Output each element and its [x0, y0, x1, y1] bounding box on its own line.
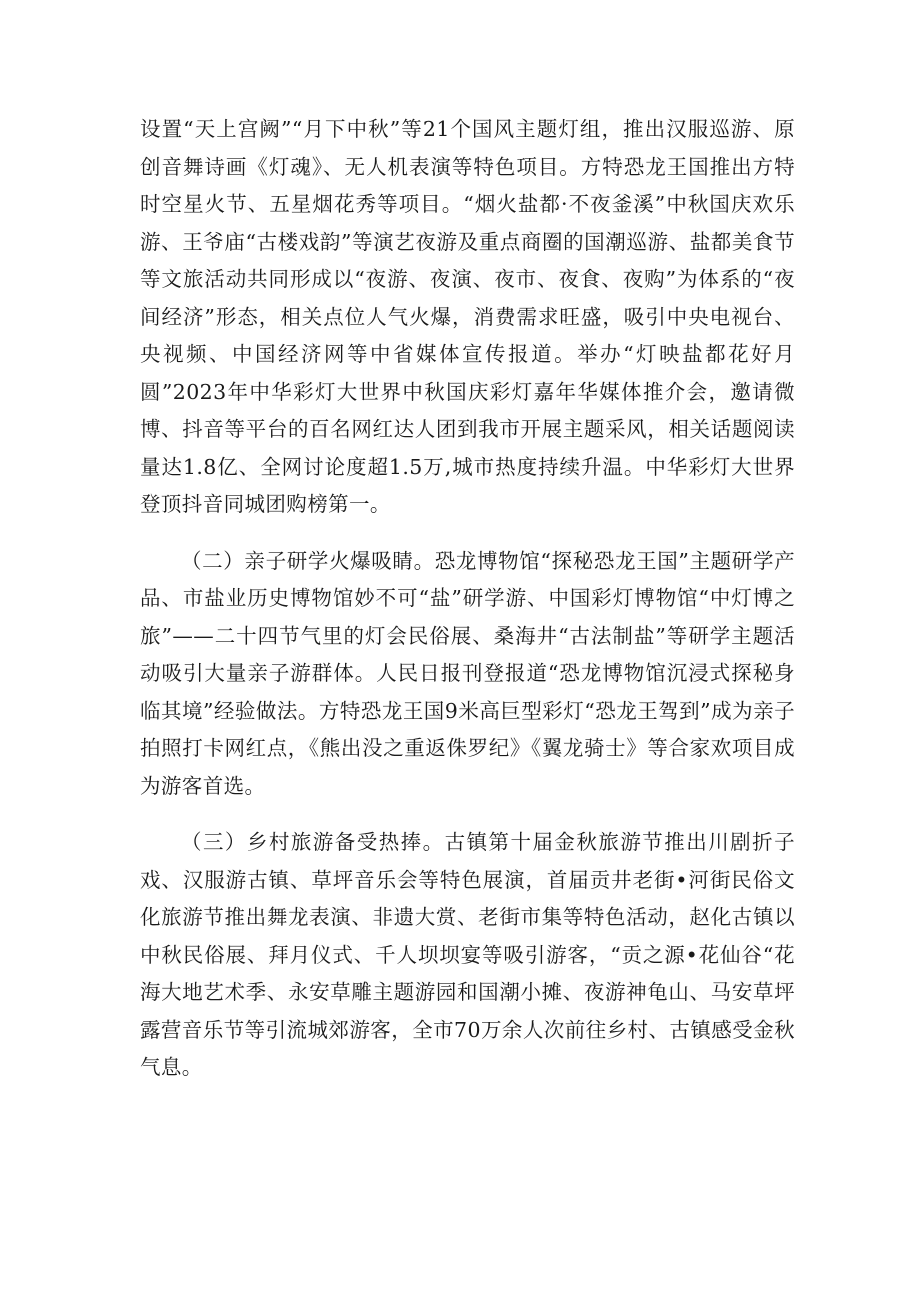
document-body — [140, 111, 795, 1087]
paragraph-rural-tourism: （三）乡村旅游备受热捧。古镇第十届金秋旅游节推出川剧折子戏、汉服游古镇、草坪音乐会等特色展演，首届贡井老街•河街民俗文化旅游节推出舞龙表演、非遗大赏、老街市集等特色活动，赵化古镇以中秋民俗展、拜月仪式、千人坝坝宴等吸引游客，“贡之源•花仙谷“花海大地艺术季、永安草雕主题游园和国潮小摊、夜游神龟山、马安草坪露营音乐节等引流城郊游客，全市70万余人次前往乡村、古镇感受金秋气息。 — [140, 830, 795, 1079]
paragraph-family-study: （二）亲子研学火爆吸睛。恐龙博物馆“探秘恐龙王国”主题研学产品、市盐业历史博物馆妙不可“盐”研学游、中国彩灯博物馆“中灯博之旅”——二十四节气里的灯会民俗展、桑海井“古法制盐”等研学主题活动吸引大量亲子游群体。人民日报刊登报道“恐龙博物馆沉浸式探秘身临其境”经验做法。方特恐龙王国9米高巨型彩灯“恐龙王驾到”成为亲子拍照打卡网红点，《熊出没之重返侏罗纪》《翼龙骑士》等合家欢项目成为游客首选。 — [140, 548, 795, 798]
paragraph-night-economy: 设置“天上宫阙”“月下中秋”等21个国风主题灯组，推出汉服巡游、原创音舞诗画《灯魂》、无人机表演等特色项目。方特恐龙王国推出方特时空星火节、五星烟花秀等项目。“烟火盐都·不夜釜溪”中秋国庆欢乐游、王爷庙“古楼戏韵”等演艺夜游及重点商圈的国潮巡游、盐都美食节等文旅活动共同形成以“夜游、夜演、夜市、夜食、夜购”为体系的“夜间经济”形态，相关点位人气火爆，消费需求旺盛，吸引中央电视台、央视频、中国经济网等中省媒体宣传报道。举办“灯映盐都花好月圆”2023年中华彩灯大世界中秋国庆彩灯嘉年华媒体推介会，邀请微博、抖音等平台的百名网红达人团到我市开展主题采风，相关话题阅读量达1.8亿、全网讨论度超1.5万,城市热度持续升温。中华彩灯大世界登顶抖音同城团购榜第一。 — [140, 117, 795, 516]
